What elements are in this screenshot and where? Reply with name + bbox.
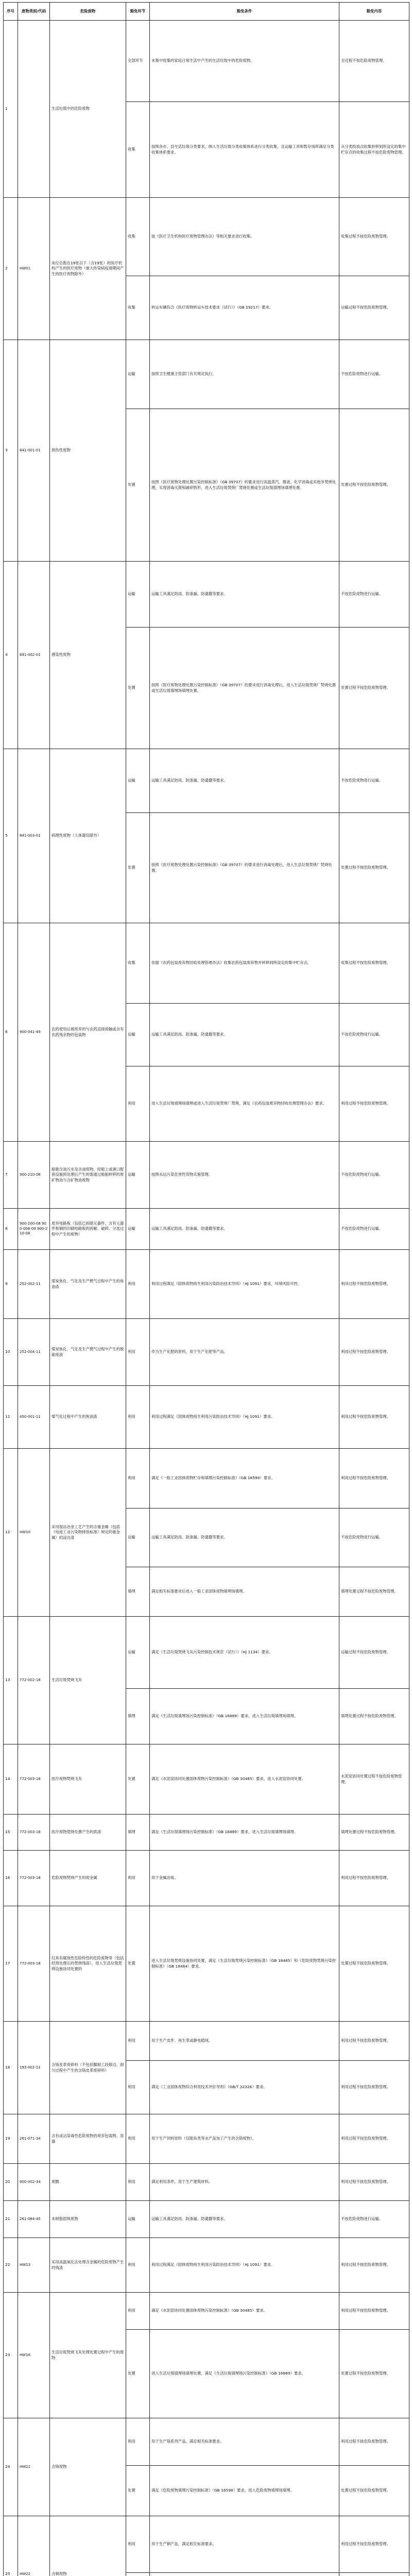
exemption-condition-cell bbox=[150, 2573, 339, 2576]
header-waste: 危险废物 bbox=[50, 3, 126, 21]
waste-code-cell bbox=[18, 21, 50, 198]
waste-name-cell: 生活垃圾焚烧飞灰处理处置过程中产生的废物 bbox=[50, 2293, 126, 2418]
table-row bbox=[4, 1851, 409, 1906]
waste-name-cell: 床位总数在19张以下（含19张）的医疗机构产生的医疗废物（重大传染病疫情期间产生的医疗废物除外） bbox=[50, 198, 126, 340]
waste-name-cell: 含铜废物 bbox=[50, 2516, 126, 2576]
exemption-stage-cell: 运输 bbox=[126, 1209, 150, 1250]
table-row bbox=[4, 1250, 409, 1319]
waste-code-cell: 900-210-08 bbox=[18, 1142, 50, 1209]
waste-code-cell: 772-003-18 bbox=[18, 1744, 50, 1815]
waste-code-cell: 841-003-01 bbox=[18, 749, 50, 923]
table-row bbox=[4, 2164, 409, 2201]
table-row bbox=[4, 2293, 409, 2330]
exemption-condition-cell: 按《医疗卫生机构医疗废物管理办法》等相关要求进行收集。 bbox=[150, 198, 339, 276]
table-row bbox=[4, 2238, 409, 2293]
exemption-condition-cell: 利用过程满足《固体废物再生利用污染防治技术导则》（HJ 1091）要求，环境风险可控。 bbox=[150, 1250, 339, 1319]
exemption-stage-cell: 填埋 bbox=[126, 1689, 150, 1744]
exemption-stage-cell: 利用 bbox=[126, 1386, 150, 1449]
exemption-condition-cell: 满足相关标准要求后进入一般工业固体废物填埋场填埋。 bbox=[150, 1567, 339, 1617]
exemption-stage-cell: 运输 bbox=[126, 749, 150, 813]
exemption-scope-cell: 处置过程不按危险废物管理。 bbox=[339, 409, 409, 562]
exemption-stage-cell: 利用 bbox=[126, 2516, 150, 2573]
exemption-stage-cell: 利用 bbox=[126, 1066, 150, 1142]
exemption-condition-cell: 满足《生活垃圾焚烧飞灰污染控制技术规范（试行）》（HJ 1134）要求。 bbox=[150, 1617, 339, 1689]
waste-code-cell: 841-001-01 bbox=[18, 340, 50, 562]
waste-name-cell: 生活垃圾中的危险废物 bbox=[50, 21, 126, 198]
exemption-scope-cell: 填埋处置过程不按危险废物管理。 bbox=[339, 1567, 409, 1617]
row-number-cell: 11 bbox=[4, 1386, 18, 1449]
waste-name-cell: 生活垃圾焚烧飞灰 bbox=[50, 1617, 126, 1744]
waste-code-cell: 900-200-08 900-006-09 900-210-08 bbox=[18, 1209, 50, 1250]
waste-name-cell: 损伤性废物 bbox=[50, 340, 126, 562]
waste-name-cell: 病理性废物（人体器官除外） bbox=[50, 749, 126, 923]
waste-name-cell: 含有或沾染毒性危险废物的废弃包装物、容器 bbox=[50, 2114, 126, 2164]
row-number-cell: 22 bbox=[4, 2238, 18, 2293]
exemption-scope-cell: 从分类投放点收集转移到所设定的集中贮存点的收集过程不按危险废物管理。 bbox=[339, 102, 409, 198]
exemption-stage-cell: 运输 bbox=[126, 340, 150, 409]
exemption-condition-cell: 满足利用条件，用于生产建筑材料。 bbox=[150, 2164, 339, 2201]
exemption-condition-cell: 用于生产铬系列产品，满足相关标准要求。 bbox=[150, 2418, 339, 2466]
exemption-condition-cell: 作为生产化肥的原料，用于生产化肥等产品。 bbox=[150, 1319, 339, 1386]
row-number-cell: 7 bbox=[4, 1142, 18, 1209]
exemption-stage-cell: 收集 bbox=[126, 198, 150, 276]
waste-name-cell: 船舶含油污水及含油废物，经船上或港口配套设施预处理后产生的需通过船舶转移的废矿物油与含矿物油废物 bbox=[50, 1142, 126, 1209]
exemption-stage-cell: 填埋 bbox=[126, 1815, 150, 1851]
header-stage: 豁免环节 bbox=[126, 3, 150, 21]
exemption-condition-cell: 满足《工业固体废物综合利用技术评价导则》（GB/T 32326）要求。 bbox=[150, 2061, 339, 2114]
exemption-scope-cell: 利用过程不按危险废物管理。 bbox=[339, 2022, 409, 2061]
exemption-condition-cell: 用于生产铜产品，满足相关标准要求。 bbox=[150, 2516, 339, 2573]
header-condition: 豁免条件 bbox=[150, 3, 339, 21]
exemption-scope-cell: 不按危险废物进行运输。 bbox=[339, 1509, 409, 1567]
waste-code-cell: HW16 bbox=[18, 2293, 50, 2418]
waste-name-cell: 煤炭焦化、气化及生产燃气过程中产生的焦油渣 bbox=[50, 1250, 126, 1319]
exemption-condition-cell: 运输工具满足防雨、防渗漏、防遗撒等要求。 bbox=[150, 1004, 339, 1066]
exemption-condition-cell: 用于生产皮件、再生革或静电植绒。 bbox=[150, 2022, 339, 2061]
row-number-cell: 10 bbox=[4, 1319, 18, 1386]
exemption-condition-cell: 按照《医疗废物处理处置污染控制标准》（GB 39707）的要求进行消毒处理后，进入生活垃圾焚烧厂焚烧处置或生活垃圾填埋场填埋处置。 bbox=[150, 628, 339, 749]
table-row bbox=[4, 2022, 409, 2061]
exemption-condition-cell: 运输工具满足防雨、防渗漏、防遗撒等要求。 bbox=[150, 562, 339, 628]
header-no: 序号 bbox=[4, 3, 18, 21]
exemption-scope-cell: 处置过程不按危险废物管理。 bbox=[339, 813, 409, 923]
exemption-scope-cell: 利用过程不按危险废物管理。 bbox=[339, 1851, 409, 1906]
table-row bbox=[4, 1815, 409, 1851]
exemption-condition-cell: 满足《水泥窑协同处置固体废物污染控制标准》（GB 30485）要求，进入水泥窑协同处置。 bbox=[150, 1744, 339, 1815]
waste-name-cell: 危险废物焚烧产生的废金属 bbox=[50, 1851, 126, 1906]
row-number-cell: 2 bbox=[4, 198, 18, 340]
table-row bbox=[4, 562, 409, 628]
waste-name-cell: 仅具有腐蚀性危险特性的危险废物等（包括经预处理后的焚烧残渣），进入生活垃圾焚烧设施协同处置的 bbox=[50, 1906, 126, 2022]
table-row bbox=[4, 1744, 409, 1815]
exemption-scope-cell: 不按危险废物进行运输。 bbox=[339, 562, 409, 628]
row-number-cell: 4 bbox=[4, 562, 18, 749]
table-body bbox=[4, 21, 409, 2576]
waste-code-cell: HW01 bbox=[18, 198, 50, 340]
exemption-scope-cell: 利用过程不按危险废物管理。 bbox=[339, 2164, 409, 2201]
exemption-condition-cell: 按照各市、县生活垃圾分类要求，纳入生活垃圾分类收集体系进行分类收集，且运输工具和暂存场所满足分类收集体系要求。 bbox=[150, 102, 339, 198]
exemption-stage-cell: 运输 bbox=[126, 1004, 150, 1066]
exemption-condition-cell: 满足《生活垃圾填埋场污染控制标准》（GB 16889）要求，进入生活垃圾填埋场填埋。 bbox=[150, 1815, 339, 1851]
row-number-cell: 14 bbox=[4, 1744, 18, 1815]
exemption-scope-cell: 处置过程不按危险废物管理。 bbox=[339, 1906, 409, 2022]
exemption-stage-cell: 处置 bbox=[126, 813, 150, 923]
row-number-cell: 15 bbox=[4, 1815, 18, 1851]
waste-code-cell: 252-002-11 bbox=[18, 1250, 50, 1319]
waste-code-cell: HW10 bbox=[18, 1449, 50, 1617]
exemption-scope-cell: 运输过程不按危险废物管理。 bbox=[339, 276, 409, 340]
row-number-cell: 9 bbox=[4, 1250, 18, 1319]
exemption-condition-cell: 按照《医疗废物处理处置污染控制标准》（GB 39707）的要求进行消毒处理后，进入生活垃圾焚烧厂焚烧处置。 bbox=[150, 813, 339, 923]
waste-name-cell: 本树脂固体废物 bbox=[50, 2201, 126, 2238]
exemption-stage-cell: 利用 bbox=[126, 1319, 150, 1386]
exemption-stage-cell: 处置 bbox=[126, 2466, 150, 2516]
exemption-scope-cell: 填埋处置过程不按危险废物管理。 bbox=[339, 1689, 409, 1744]
row-number-cell: 21 bbox=[4, 2201, 18, 2238]
exemption-scope-cell: 利用过程不按危险废物管理。 bbox=[339, 2238, 409, 2293]
exemption-stage-cell: 运输 bbox=[126, 1509, 150, 1567]
exemption-scope-cell: 利用过程不按危险废物管理。 bbox=[339, 1449, 409, 1509]
waste-name-cell: 医疗废物焚烧飞灰 bbox=[50, 1744, 126, 1815]
exemption-stage-cell: 填埋 bbox=[126, 1567, 150, 1617]
row-number-cell: 12 bbox=[4, 1449, 18, 1617]
exemption-scope-cell: 利用过程不按危险废物管理。 bbox=[339, 1386, 409, 1449]
row-number-cell: 3 bbox=[4, 340, 18, 562]
exemption-scope-cell: 收集过程不按危险废物管理。 bbox=[339, 198, 409, 276]
row-number-cell: 16 bbox=[4, 1851, 18, 1906]
exemption-scope-cell: 填埋处置过程不按危险废物管理。 bbox=[339, 1815, 409, 1851]
exemption-condition-cell: 满足《生活垃圾填埋场污染控制标准》（GB 16889）要求，进入生活垃圾填埋场填埋。 bbox=[150, 1689, 339, 1744]
waste-code-cell: 772-003-18 bbox=[18, 1815, 50, 1851]
table-header-row bbox=[4, 3, 409, 21]
waste-code-cell: 193-002-21 bbox=[18, 2022, 50, 2114]
exemption-condition-cell: 转运车辆符合《医疗废物转运车技术要求（试行）》（GB 19217）要求。 bbox=[150, 276, 339, 340]
exemption-stage-cell: 运输 bbox=[126, 1142, 150, 1209]
waste-code-cell: 450-001-11 bbox=[18, 1386, 50, 1449]
exemption-scope-cell: 不按危险废物进行运输。 bbox=[339, 1209, 409, 1250]
table-row bbox=[4, 1209, 409, 1250]
waste-name-cell: 采用湿法冶金工艺产生的含重金属（包括《电池工业污染物排放标准》规定的重金属）的浸出渣 bbox=[50, 1449, 126, 1617]
table-row bbox=[4, 2418, 409, 2466]
waste-code-cell: 772-003-18 bbox=[18, 1906, 50, 2022]
exemption-condition-cell: 依据《农药包装废弃物回收处理管理办法》收集农药包装废弃物并转移到所设定的集中贮存点。 bbox=[150, 923, 339, 1004]
exemption-condition-cell: 用于生产饲料原料（仅限鱼类等水产品加工产生的含铬废物）。 bbox=[150, 2114, 339, 2164]
row-number-cell: 20 bbox=[4, 2164, 18, 2201]
table-row bbox=[4, 2516, 409, 2573]
exemption-scope-cell: 全过程不按危险废物管理。 bbox=[339, 21, 409, 102]
row-number-cell: 6 bbox=[4, 923, 18, 1142]
waste-name-cell: 医疗废物焚烧处置产生的底渣 bbox=[50, 1815, 126, 1851]
exemption-condition-cell: 利用过程满足《固体废物再生利用污染防治技术导则》（HJ 1091）要求。 bbox=[150, 1386, 339, 1449]
row-number-cell: 19 bbox=[4, 2114, 18, 2164]
row-number-cell: 24 bbox=[4, 2418, 18, 2516]
exemption-stage-cell: 利用 bbox=[126, 1449, 150, 1509]
exemption-stage-cell: 利用 bbox=[126, 2293, 150, 2330]
exemption-condition-cell: 按照《医疗废物处理处置污染控制标准》（GB 39707）的要求进行高温蒸汽、微波、化学消毒或其他非焚烧处理，实现消毒灭菌和破碎毁形，进入生活垃圾焚烧厂焚烧处置或生活垃圾填埋场填埋处置。 bbox=[150, 409, 339, 562]
exemption-stage-cell: 利用 bbox=[126, 1250, 150, 1319]
table-row bbox=[4, 198, 409, 276]
waste-code-cell: 252-004-11 bbox=[18, 1319, 50, 1386]
row-number-cell: 5 bbox=[4, 749, 18, 923]
exemption-condition-cell: 进入生活垃圾填埋场填埋或进入生活垃圾焚烧厂焚烧，满足《农药包装废弃物回收处理管理办法》要求。 bbox=[150, 1066, 339, 1142]
waste-code-cell: HW22 bbox=[18, 2516, 50, 2576]
table-row bbox=[4, 1449, 409, 1509]
exemption-stage-cell: 处置 bbox=[126, 1744, 150, 1815]
row-number-cell: 25 bbox=[4, 2516, 18, 2576]
exemption-scope-cell: 不按危险废物进行运输。 bbox=[339, 749, 409, 813]
exemption-scope-cell: 利用过程不按危险废物管理。 bbox=[339, 2418, 409, 2466]
row-number-cell: 18 bbox=[4, 2022, 18, 2114]
exemption-stage-cell: 利用 bbox=[126, 1851, 150, 1906]
waste-name-cell: 感染性废物 bbox=[50, 562, 126, 749]
waste-code-cell: 261-071-34 bbox=[18, 2114, 50, 2164]
waste-name-cell: 废酸 bbox=[50, 2164, 126, 2201]
exemption-condition-cell: 运输工具满足防雨、防渗漏、防遗撒等要求。 bbox=[150, 749, 339, 813]
exemption-condition-cell: 未集中收集的家庭日常生活中产生的生活垃圾中的危险废物。 bbox=[150, 21, 339, 102]
exemption-condition-cell: 用于金属冶炼。 bbox=[150, 1851, 339, 1906]
table-row bbox=[4, 340, 409, 409]
exemption-stage-cell: 处置 bbox=[126, 2330, 150, 2418]
table-row bbox=[4, 1617, 409, 1689]
exemption-scope-cell: 处置过程不按危险废物管理。 bbox=[339, 2466, 409, 2516]
exemption-scope-cell: 利用过程不按危险废物管理。 bbox=[339, 2061, 409, 2114]
exemption-scope-cell: 不按危险废物进行运输。 bbox=[339, 340, 409, 409]
table-row bbox=[4, 1906, 409, 2022]
exemption-scope-cell: 运输过程不按危险废物管理。 bbox=[339, 1617, 409, 1689]
table-row bbox=[4, 21, 409, 102]
waste-name-cell: 采用高温氧化法处理含金属的危险废物产生的残渣 bbox=[50, 2238, 126, 2293]
exemption-scope-cell: 利用过程不按危险废物管理。 bbox=[339, 2114, 409, 2164]
exemption-stage-cell: 收集 bbox=[126, 102, 150, 198]
exemption-stage-cell: 处置 bbox=[126, 409, 150, 562]
table-row bbox=[4, 2201, 409, 2238]
table-row bbox=[4, 749, 409, 813]
exemption-stage-cell: 处置 bbox=[126, 628, 150, 749]
exemption-condition-cell: 利用过程满足《固体废物再生利用污染防治技术导则》（HJ 1091）要求。 bbox=[150, 2238, 339, 2293]
exemption-scope-cell: 不按危险废物进行运输。 bbox=[339, 2201, 409, 2238]
exemption-condition-cell: 进入生活垃圾焚烧设施协同处置，满足《生活垃圾焚烧污染控制标准》（GB 18485）和《危险废物焚烧污染控制标准》（GB 18484）要求。 bbox=[150, 1906, 339, 2022]
exemption-scope-cell: 收集过程不按危险废物管理。 bbox=[339, 923, 409, 1004]
exemption-stage-cell: 利用 bbox=[126, 2164, 150, 2201]
waste-code-cell: 772-003-18 bbox=[18, 1851, 50, 1906]
exemption-condition-cell: 运输工具满足防雨、防渗漏、防遗撒等要求。 bbox=[150, 1209, 339, 1250]
exemption-scope-cell: 利用过程不按危险废物管理。 bbox=[339, 1066, 409, 1142]
row-number-cell: 17 bbox=[4, 1906, 18, 2022]
table-row bbox=[4, 2114, 409, 2164]
exemption-condition-cell: 满足《水泥窑协同处置固体废物污染控制标准》（GB 30485）要求。 bbox=[150, 2293, 339, 2330]
exemption-stage-cell: 利用 bbox=[126, 2418, 150, 2466]
exemption-stage-cell: 收集 bbox=[126, 276, 150, 340]
exemption-list-table bbox=[3, 2, 409, 2576]
exemption-scope-cell: 利用过程不按危险废物管理。 bbox=[339, 1319, 409, 1386]
exemption-stage-cell: 利用 bbox=[126, 2114, 150, 2164]
exemption-stage-cell: 利用 bbox=[126, 2061, 150, 2114]
waste-name-cell: 含铬废物 bbox=[50, 2418, 126, 2516]
exemption-stage-cell: 运输 bbox=[126, 562, 150, 628]
header-scope: 豁免内容 bbox=[339, 3, 409, 21]
row-number-cell: 13 bbox=[4, 1617, 18, 1744]
exemption-scope-cell: 不按危险废物进行运输。 bbox=[339, 1142, 409, 1209]
waste-code-cell: 841-002-01 bbox=[18, 562, 50, 749]
exemption-condition-cell: 按照水运污染危害性货物实施管理。 bbox=[150, 1142, 339, 1209]
table-row bbox=[4, 1142, 409, 1209]
exemption-stage-cell: 利用 bbox=[126, 2238, 150, 2293]
header-code: 废物类别/代码 bbox=[18, 3, 50, 21]
waste-code-cell: HW13 bbox=[18, 2238, 50, 2293]
exemption-stage-cell: 收集 bbox=[126, 923, 150, 1004]
exemption-stage-cell: 全部环节 bbox=[126, 21, 150, 102]
row-number-cell: 8 bbox=[4, 1209, 18, 1250]
waste-code-cell: 772-002-18 bbox=[18, 1617, 50, 1744]
waste-name-cell: 煤气化过程中产生的焦油渣 bbox=[50, 1386, 126, 1449]
exemption-condition-cell: 运输工具满足防雨、防渗漏、防遗撒等要求。 bbox=[150, 1509, 339, 1567]
waste-name-cell: 煤炭焦化、气化及生产燃气过程中产生的脱硫废液 bbox=[50, 1319, 126, 1386]
row-number-cell: 1 bbox=[4, 21, 18, 198]
exemption-scope-cell: 处置过程不按危险废物管理。 bbox=[339, 2330, 409, 2418]
exemption-scope-cell: 处置过程不按危险废物管理。 bbox=[339, 628, 409, 749]
waste-name-cell: 含铬皮革废碎料（不包括鞣制工段修边、削匀过程中产生的含铬皮革废碎料） bbox=[50, 2022, 126, 2114]
exemption-condition-cell: 按照卫生健康主管部门有关规定执行。 bbox=[150, 340, 339, 409]
waste-code-cell: 900-041-49 bbox=[18, 923, 50, 1142]
exemption-stage-cell: 运输 bbox=[126, 2201, 150, 2238]
exemption-stage-cell: 运输 bbox=[126, 1617, 150, 1689]
waste-code-cell: 261-084-45 bbox=[18, 2201, 50, 2238]
exemption-scope-cell: 利用过程不按危险废物管理。 bbox=[339, 2516, 409, 2573]
exemption-condition-cell: 运输工具满足防雨、防渗漏、防遗撒等要求。 bbox=[150, 2201, 339, 2238]
table-row bbox=[4, 1319, 409, 1386]
exemption-condition-cell: 满足《一般工业固体废物贮存和填埋污染控制标准》（GB 18599）要求。 bbox=[150, 1449, 339, 1509]
waste-name-cell: 农药使用后被废弃的与农药直接接触或含有农药残余物的包装物 bbox=[50, 923, 126, 1142]
table-row bbox=[4, 923, 409, 1004]
table-row bbox=[4, 1386, 409, 1449]
waste-code-cell: HW21 bbox=[18, 2418, 50, 2516]
waste-name-cell: 废弃电路板（包括已拆除元器件、含有元器件和铜的印刷电路板的拆解、破碎、分选过程中产生的废物） bbox=[50, 1209, 126, 1250]
waste-code-cell: 900-002-34 bbox=[18, 2164, 50, 2201]
exemption-stage-cell bbox=[126, 2573, 150, 2576]
exemption-scope-cell: 利用过程不按危险废物管理。 bbox=[339, 2293, 409, 2330]
row-number-cell: 23 bbox=[4, 2293, 18, 2418]
exemption-scope-cell: 不按危险废物进行运输。 bbox=[339, 1004, 409, 1066]
exemption-scope-cell: 利用过程不按危险废物管理。 bbox=[339, 1250, 409, 1319]
exemption-stage-cell: 处置 bbox=[126, 1906, 150, 2022]
exemption-scope-cell: 水泥窑协同处置过程不按危险废物管理。 bbox=[339, 1744, 409, 1815]
exemption-condition-cell: 满足《危险废物填埋污染控制标准》（GB 18598）要求，进入危险废物填埋场填埋。 bbox=[150, 2466, 339, 2516]
exemption-scope-cell bbox=[339, 2573, 409, 2576]
exemption-stage-cell: 利用 bbox=[126, 2022, 150, 2061]
exemption-condition-cell: 进入生活垃圾填埋场填埋处置，满足《生活垃圾填埋场污染控制标准》（GB 16889）要求。 bbox=[150, 2330, 339, 2418]
